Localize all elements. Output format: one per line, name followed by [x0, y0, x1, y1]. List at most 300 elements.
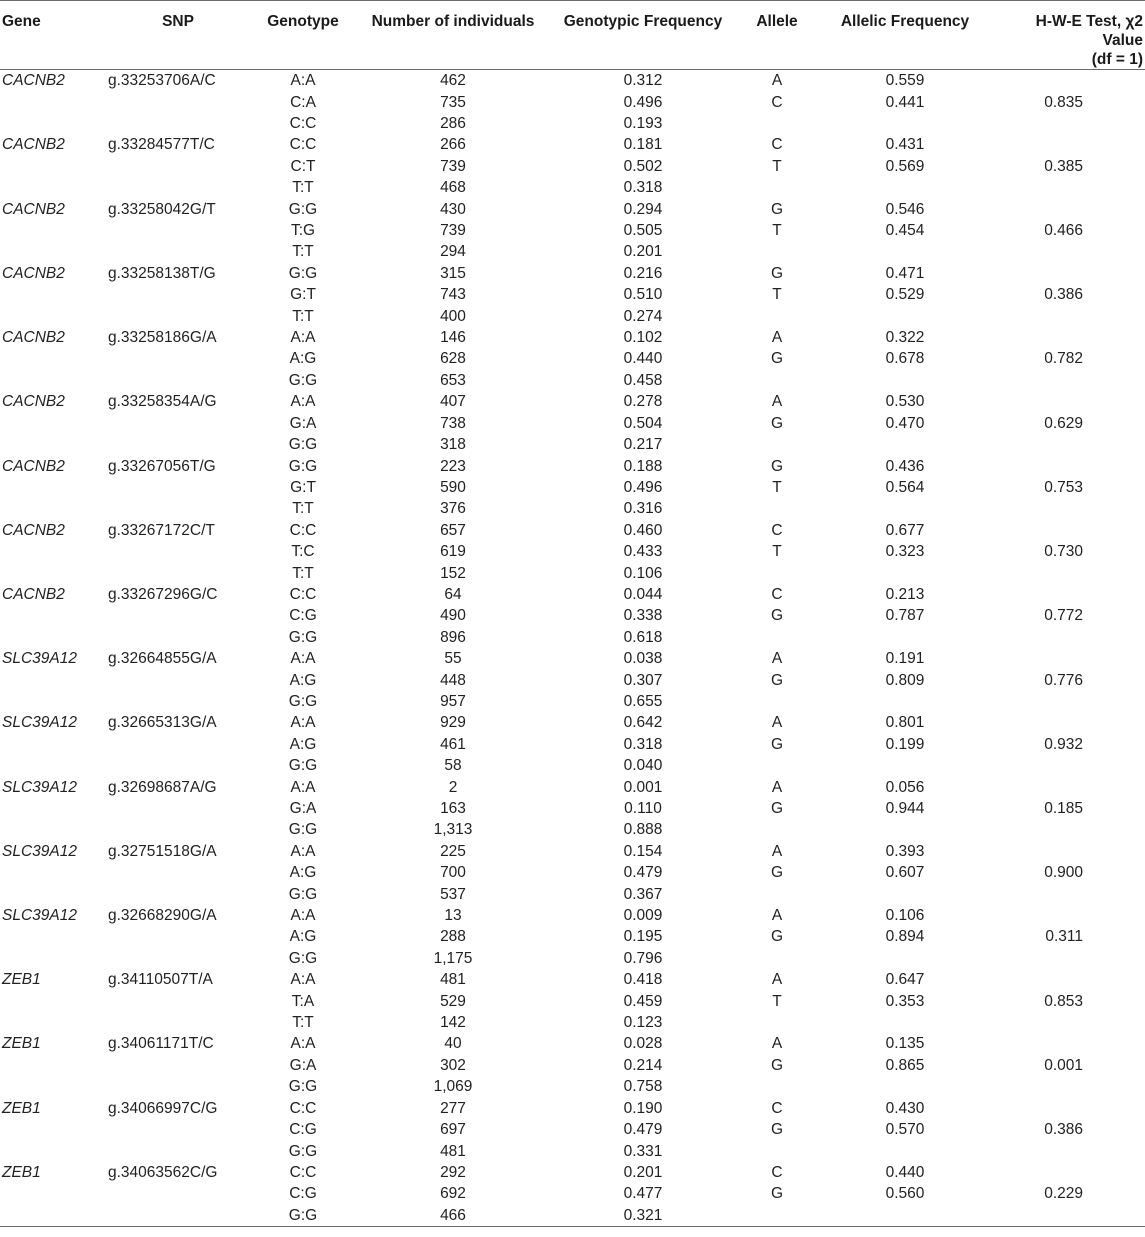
table-row: [0, 648, 1145, 669]
header-gene: Gene: [0, 1, 108, 70]
allele-cell: G: [770, 414, 784, 432]
individuals-count-cell: 628: [440, 350, 466, 368]
snp-cell: [108, 541, 248, 562]
allelic-frequency-cell: [816, 883, 994, 904]
genotypic-frequency-cell: 0.307: [623, 671, 663, 689]
allelic-frequency-cell: [816, 370, 994, 391]
genotype-cell: A:A: [290, 329, 316, 347]
table-row: [0, 498, 1145, 519]
snp-cell: [108, 669, 248, 690]
hwe-value-cell: [994, 198, 1145, 219]
snp-cell: [108, 348, 248, 369]
individuals-count-cell: 743: [440, 286, 466, 304]
allele-cell: [738, 434, 816, 455]
snp-cell: g.33267056T/G: [108, 457, 216, 475]
individuals-count-cell: 1,313: [433, 821, 473, 839]
snp-cell: [108, 220, 248, 241]
genotype-cell: G:G: [288, 264, 318, 282]
allelic-frequency-cell: [816, 948, 994, 969]
gene-cell: CACNB2: [2, 521, 65, 539]
table-row: [0, 70, 1145, 92]
allelic-frequency-cell: 0.106: [885, 907, 925, 925]
allele-cell: [738, 1140, 816, 1161]
table-row: [0, 305, 1145, 326]
individuals-count-cell: 13: [444, 907, 462, 925]
genotype-cell: A:A: [290, 714, 316, 732]
individuals-count-cell: 692: [440, 1185, 466, 1203]
genotypic-frequency-cell: 0.502: [623, 157, 663, 175]
table-row: [0, 413, 1145, 434]
allelic-frequency-cell: 0.430: [885, 1099, 925, 1117]
genotypic-frequency-cell: 0.316: [623, 500, 663, 518]
header-hwe-line2: (df = 1): [1091, 51, 1143, 68]
allele-cell: [738, 1076, 816, 1097]
table-row: [0, 584, 1145, 605]
header-snp: SNP: [108, 1, 248, 70]
individuals-count-cell: 1,069: [433, 1078, 473, 1096]
snp-cell: [108, 562, 248, 583]
genotype-cell: T:T: [292, 307, 314, 325]
snp-cell: [108, 413, 248, 434]
individuals-count-cell: 1,175: [433, 949, 473, 967]
gene-cell: [0, 1119, 108, 1140]
table-header-row: [0, 1, 1145, 70]
individuals-count-cell: 700: [440, 864, 466, 882]
gene-cell: [0, 734, 108, 755]
allelic-frequency-cell: 0.135: [885, 1035, 925, 1053]
gene-cell: SLC39A12: [2, 842, 77, 860]
table-row: [0, 1033, 1145, 1054]
individuals-count-cell: 697: [440, 1121, 466, 1139]
hwe-value-cell: 0.385: [1044, 157, 1083, 175]
header-hwe-line1: H-W-E Test, χ2 Value: [1035, 13, 1143, 49]
genotypic-frequency-cell: 0.460: [623, 521, 663, 539]
snp-cell: g.33258354A/G: [108, 393, 217, 411]
individuals-count-cell: 302: [440, 1056, 466, 1074]
genotypic-frequency-cell: 0.479: [623, 864, 663, 882]
snp-cell: [108, 605, 248, 626]
table-row: [0, 734, 1145, 755]
gene-cell: [0, 1055, 108, 1076]
snp-cell: g.32664855G/A: [108, 650, 217, 668]
individuals-count-cell: 294: [440, 243, 466, 261]
genotype-cell: G:G: [288, 200, 318, 218]
hwe-value-cell: [994, 648, 1145, 669]
individuals-count-cell: 225: [440, 842, 466, 860]
snp-cell: g.32698687A/G: [108, 778, 217, 796]
individuals-count-cell: 468: [440, 179, 466, 197]
individuals-count-cell: 653: [440, 371, 466, 389]
allelic-frequency-cell: 0.677: [885, 521, 925, 539]
hwe-value-cell: [994, 776, 1145, 797]
hwe-value-cell: [994, 584, 1145, 605]
hwe-value-cell: [994, 948, 1145, 969]
hwe-value-cell: [994, 70, 1145, 92]
hwe-value-cell: 0.386: [1044, 1121, 1083, 1139]
individuals-count-cell: 590: [440, 478, 466, 496]
table-body: [0, 70, 1145, 1227]
allelic-frequency-cell: 0.865: [885, 1056, 925, 1074]
table-row: [0, 562, 1145, 583]
header-hwe-test: [994, 1, 1145, 70]
hwe-value-cell: 0.185: [1044, 800, 1083, 818]
genotypic-frequency-cell: 0.479: [623, 1121, 663, 1139]
header-genotypic-frequency: Genotypic Frequency: [548, 1, 738, 70]
allele-cell: [738, 691, 816, 712]
allelic-frequency-cell: [816, 755, 994, 776]
individuals-count-cell: 739: [440, 222, 466, 240]
genotype-cell: G:A: [289, 800, 317, 818]
table-row: [0, 669, 1145, 690]
gene-cell: ZEB1: [2, 1035, 41, 1053]
genotype-cell: A:G: [289, 671, 317, 689]
allele-cell: T: [772, 992, 782, 1010]
snp-cell: g.34066997C/G: [108, 1099, 218, 1117]
individuals-count-cell: 292: [440, 1163, 466, 1181]
gene-cell: CACNB2: [2, 136, 65, 154]
hwe-value-cell: [994, 241, 1145, 262]
genotype-cell: A:A: [290, 1035, 316, 1053]
genotypic-frequency-cell: 0.496: [623, 93, 663, 111]
allele-cell: C: [771, 93, 783, 111]
genotype-cell: A:A: [290, 650, 316, 668]
allelic-frequency-cell: 0.647: [885, 971, 925, 989]
allelic-frequency-cell: 0.530: [885, 393, 925, 411]
allelic-frequency-cell: 0.570: [885, 1121, 925, 1139]
allele-cell: G: [770, 264, 784, 282]
snp-cell: [108, 734, 248, 755]
gene-cell: SLC39A12: [2, 714, 77, 732]
allelic-frequency-cell: 0.322: [885, 329, 925, 347]
allelic-frequency-cell: [816, 691, 994, 712]
individuals-count-cell: 286: [440, 115, 466, 133]
individuals-count-cell: 376: [440, 500, 466, 518]
individuals-count-cell: 466: [358, 1205, 548, 1227]
snp-cell: [108, 883, 248, 904]
genotype-cell: A:A: [290, 393, 316, 411]
hwe-value-cell: 0.229: [1044, 1185, 1083, 1203]
individuals-count-cell: 739: [440, 157, 466, 175]
allele-cell: C: [771, 1163, 783, 1181]
hwe-value-cell: 0.932: [1044, 735, 1083, 753]
snp-cell: [108, 91, 248, 112]
gene-cell: [0, 819, 108, 840]
genotype-cell: G:A: [289, 414, 317, 432]
snp-cell: g.33267172C/T: [108, 521, 215, 539]
table-row: [0, 1205, 1145, 1227]
genotype-cell: T:T: [292, 500, 314, 518]
table-row: [0, 348, 1145, 369]
allelic-frequency-cell: 0.787: [885, 607, 925, 625]
allele-cell: [738, 177, 816, 198]
individuals-count-cell: 142: [440, 1014, 466, 1032]
allelic-frequency-cell: 0.559: [885, 72, 925, 90]
gene-cell: [0, 691, 108, 712]
individuals-count-cell: 40: [444, 1035, 462, 1053]
table-row: [0, 520, 1145, 541]
hwe-value-cell: 0.782: [1044, 350, 1083, 368]
snp-cell: [108, 434, 248, 455]
snp-cell: [108, 1140, 248, 1161]
hwe-value-cell: 0.835: [1044, 93, 1083, 111]
allele-cell: G: [770, 928, 784, 946]
genotypic-frequency-cell: 0.181: [623, 136, 663, 154]
snp-cell: [108, 819, 248, 840]
genotype-cell: G:G: [248, 1205, 358, 1227]
individuals-count-cell: 58: [444, 757, 462, 775]
genotype-cell: G:A: [289, 1056, 317, 1074]
hwe-value-cell: [994, 905, 1145, 926]
individuals-count-cell: 738: [440, 414, 466, 432]
individuals-count-cell: 266: [440, 136, 466, 154]
hwe-value-cell: 0.776: [1044, 671, 1083, 689]
hwe-value-cell: [994, 691, 1145, 712]
allelic-frequency-cell: 0.199: [885, 735, 925, 753]
gene-cell: CACNB2: [2, 585, 65, 603]
allele-cell: G: [770, 1056, 784, 1074]
table-row: [0, 91, 1145, 112]
genotype-cell: C:C: [289, 136, 317, 154]
individuals-count-cell: 400: [440, 307, 466, 325]
allele-cell: [738, 241, 816, 262]
gene-cell: [0, 348, 108, 369]
snp-cell: g.33284577T/C: [108, 136, 215, 154]
snp-cell: [108, 755, 248, 776]
allelic-frequency-cell: 0.213: [885, 585, 925, 603]
genotypic-frequency-cell: 0.214: [623, 1056, 663, 1074]
genotypic-frequency-cell: 0.318: [623, 735, 663, 753]
individuals-count-cell: 277: [440, 1099, 466, 1117]
allele-cell: A: [771, 971, 783, 989]
allele-cell: [738, 883, 816, 904]
gene-cell: ZEB1: [2, 1099, 41, 1117]
genotype-cell: T:T: [292, 243, 314, 261]
allelic-frequency-cell: 0.529: [885, 286, 925, 304]
snp-cell: [108, 177, 248, 198]
gene-cell: [0, 990, 108, 1011]
allelic-frequency-cell: 0.944: [885, 800, 925, 818]
allelic-frequency-cell: [816, 562, 994, 583]
individuals-count-cell: 2: [448, 778, 458, 796]
table-row: [0, 327, 1145, 348]
genotypic-frequency-cell: 0.195: [623, 928, 663, 946]
gene-cell: [0, 862, 108, 883]
table-row: [0, 370, 1145, 391]
snp-cell: [108, 284, 248, 305]
table-row: [0, 1140, 1145, 1161]
gene-cell: [0, 156, 108, 177]
table-row: [0, 113, 1145, 134]
hwe-value-cell: [994, 562, 1145, 583]
allelic-frequency-cell: 0.560: [885, 1185, 925, 1203]
individuals-count-cell: 64: [444, 585, 462, 603]
genotypic-frequency-cell: 0.433: [623, 543, 663, 561]
allelic-frequency-cell: 0.191: [885, 650, 925, 668]
allele-cell: [738, 948, 816, 969]
allelic-frequency-cell: [816, 177, 994, 198]
allele-cell: [738, 113, 816, 134]
table-row: [0, 1098, 1145, 1119]
table-row: [0, 819, 1145, 840]
genotypic-frequency-cell: 0.294: [623, 200, 663, 218]
genotype-cell: T:G: [290, 222, 316, 240]
genotype-cell: C:G: [289, 607, 317, 625]
genotypic-frequency-cell: 0.318: [623, 179, 663, 197]
hwe-value-cell: [994, 177, 1145, 198]
allelic-frequency-cell: [816, 498, 994, 519]
genotype-cell: G:G: [288, 628, 318, 646]
gene-cell: [0, 370, 108, 391]
allelic-frequency-cell: 0.440: [885, 1163, 925, 1181]
allele-cell: [738, 498, 816, 519]
table-row: [0, 712, 1145, 733]
table-row: [0, 948, 1145, 969]
individuals-count-cell: 461: [440, 735, 466, 753]
genotypic-frequency-cell: 0.618: [623, 628, 663, 646]
individuals-count-cell: 407: [440, 393, 466, 411]
genotypic-frequency-cell: 0.217: [623, 436, 663, 454]
allele-cell: [738, 562, 816, 583]
hwe-value-cell: [994, 1076, 1145, 1097]
table-row: [0, 776, 1145, 797]
individuals-count-cell: 55: [444, 650, 462, 668]
hwe-value-cell: 0.001: [1044, 1056, 1083, 1074]
individuals-count-cell: 152: [440, 564, 466, 582]
gene-cell: SLC39A12: [2, 907, 77, 925]
table-row: [0, 798, 1145, 819]
allelic-frequency-cell: 0.801: [885, 714, 925, 732]
genotypic-frequency-cell: 0.321: [548, 1205, 738, 1227]
allele-cell: T: [772, 543, 782, 561]
genotypic-frequency-cell: 0.642: [623, 714, 663, 732]
gene-cell: [0, 1205, 108, 1227]
allele-cell: T: [772, 478, 782, 496]
allele-cell: C: [771, 1099, 783, 1117]
table-row: [0, 263, 1145, 284]
snp-cell: [108, 862, 248, 883]
gene-cell: [0, 305, 108, 326]
genotype-cell: T:T: [292, 564, 314, 582]
allelic-frequency-cell: 0.323: [885, 543, 925, 561]
hwe-value-cell: 0.730: [1044, 543, 1083, 561]
genotypic-frequency-cell: 0.418: [623, 971, 663, 989]
snp-cell: g.34063562C/G: [108, 1163, 218, 1181]
snp-cell: [108, 627, 248, 648]
genotypic-frequency-cell: 0.458: [623, 371, 663, 389]
table-row: [0, 755, 1145, 776]
gene-cell: [0, 755, 108, 776]
genotypic-frequency-cell: 0.888: [623, 821, 663, 839]
gene-cell: [0, 562, 108, 583]
genotype-cell: G:G: [288, 1142, 318, 1160]
allele-cell: [738, 1205, 816, 1227]
hwe-value-cell: [994, 712, 1145, 733]
genotypic-frequency-cell: 0.009: [623, 907, 663, 925]
allelic-frequency-cell: [816, 1205, 994, 1227]
individuals-count-cell: 315: [440, 264, 466, 282]
gene-cell: CACNB2: [2, 329, 65, 347]
genotype-cell: T:C: [291, 543, 315, 561]
hwe-value-cell: [994, 1098, 1145, 1119]
genotype-cell: G:G: [288, 692, 318, 710]
allelic-frequency-cell: 0.809: [885, 671, 925, 689]
snp-cell: [108, 691, 248, 712]
genotypic-frequency-cell: 0.201: [623, 243, 663, 261]
table-row: [0, 1162, 1145, 1183]
gene-cell: [0, 798, 108, 819]
genotypic-frequency-cell: 0.505: [623, 222, 663, 240]
genotypic-frequency-cell: 0.110: [624, 800, 662, 818]
hwe-value-cell: [994, 370, 1145, 391]
table-row: [0, 220, 1145, 241]
snp-cell: [108, 156, 248, 177]
genotypic-frequency-cell: 0.193: [623, 115, 663, 133]
genotype-cell: T:T: [292, 179, 314, 197]
genotypic-frequency-cell: 0.331: [623, 1142, 663, 1160]
allele-cell: A: [771, 393, 783, 411]
snp-cell: g.33258186G/A: [108, 329, 217, 347]
gene-cell: [0, 113, 108, 134]
allelic-frequency-cell: 0.454: [885, 222, 925, 240]
genotypic-frequency-cell: 0.216: [623, 264, 663, 282]
individuals-count-cell: 288: [440, 928, 466, 946]
gene-cell: [0, 177, 108, 198]
hwe-value-cell: [994, 434, 1145, 455]
snp-cell: [108, 1012, 248, 1033]
snp-cell: g.33258138T/G: [108, 264, 216, 282]
allelic-frequency-cell: 0.546: [885, 200, 925, 218]
allele-cell: G: [770, 1185, 784, 1203]
genotype-cell: G:G: [288, 821, 318, 839]
hwe-value-cell: [994, 1162, 1145, 1183]
hwe-value-cell: [994, 1033, 1145, 1054]
snp-cell: [108, 1076, 248, 1097]
snp-cell: [108, 113, 248, 134]
genotypic-frequency-cell: 0.496: [623, 478, 663, 496]
snp-cell: [108, 1119, 248, 1140]
snp-cell: [108, 477, 248, 498]
genotype-cell: A:A: [290, 907, 316, 925]
genotypic-frequency-cell: 0.338: [623, 607, 663, 625]
individuals-count-cell: 529: [440, 992, 466, 1010]
gene-cell: ZEB1: [2, 971, 41, 989]
allele-cell: C: [771, 521, 783, 539]
gene-cell: [0, 1076, 108, 1097]
snp-cell: g.33258042G/T: [108, 200, 216, 218]
hwe-value-cell: [994, 883, 1145, 904]
genotype-cell: G:G: [288, 371, 318, 389]
genotypic-frequency-cell: 0.477: [623, 1185, 663, 1203]
allelic-frequency-cell: 0.894: [885, 928, 925, 946]
individuals-count-cell: 896: [440, 628, 466, 646]
genotypic-frequency-cell: 0.504: [623, 414, 663, 432]
table-row: [0, 241, 1145, 262]
hwe-value-cell: 0.386: [1044, 286, 1083, 304]
individuals-count-cell: 490: [440, 607, 466, 625]
allelic-frequency-cell: 0.607: [885, 864, 925, 882]
gene-cell: [0, 605, 108, 626]
genotypic-frequency-cell: 0.312: [623, 72, 663, 90]
snp-cell: [108, 990, 248, 1011]
individuals-count-cell: 957: [440, 692, 466, 710]
individuals-count-cell: 462: [440, 72, 466, 90]
genotype-cell: A:A: [290, 778, 316, 796]
gene-cell: CACNB2: [2, 457, 65, 475]
genotypic-frequency-cell: 0.459: [623, 992, 663, 1010]
genotype-cell: C:C: [289, 1163, 317, 1181]
gene-cell: [0, 1140, 108, 1161]
gene-cell: [0, 498, 108, 519]
